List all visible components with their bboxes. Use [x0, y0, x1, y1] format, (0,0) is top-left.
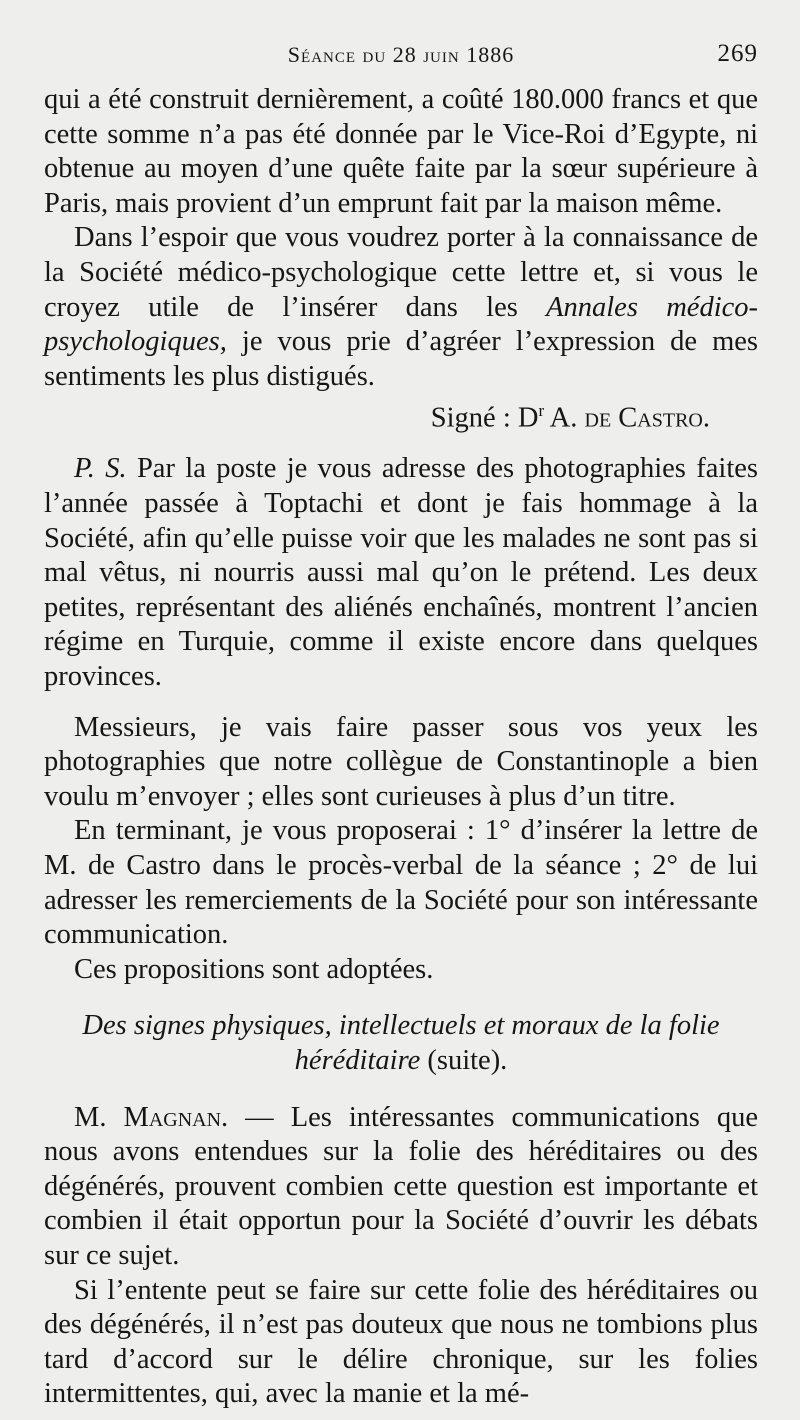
letter-paragraph-2-start: Dans l’espoir que vous voudrez porter à la connaissance de la Société médico-psychologique cette lettre et, si vous le croyez utile de l’insérer dans les [44, 222, 758, 323]
section-title-suffix: (suite). [420, 1044, 508, 1076]
running-head-day: 28 [392, 42, 417, 67]
page-number: 269 [717, 40, 758, 67]
running-head-word-seance: Séance [287, 42, 357, 67]
postscript-text: Par la poste je vous adresse des photographies faites l’année passée à Toptachi et dont je fais hommage à la Société, afin qu’elle puisse voir que les malades ne sont pas si mal vêtus, ni nourris aussi mal qu’on le prétend. Les deux petites, représentant des aliénés enchaînés, montrent l’ancien régime en Turquie, comme il existe encore dans quelques provinces. [44, 453, 758, 692]
discussion-paragraph-2: En terminant, je vous proposerai : 1° d’insérer la lettre de M. de Castro dans le procès-verbal de la séance ; 2° de lui adresser les remerciements de la Société pour son intéressante communication. [44, 815, 758, 951]
speaker-name: Magnan [123, 1101, 222, 1133]
letter-paragraph-2 [44, 221, 758, 394]
running-head-year: 1886 [466, 42, 515, 67]
speaker-prefix: M. [74, 1101, 124, 1133]
running-head [44, 36, 758, 74]
spacer [44, 1079, 758, 1101]
letter-signature [44, 394, 758, 436]
body-text [44, 83, 758, 1412]
magnan-paragraph-1-text: Les intéressantes communications que nous avons entendues sur la folie des héréditaires ou des dégénérés, prouvent combien cette question est importante et combien il était opportun pour la Société d’ouvrir les débats sur ce sujet. [44, 1101, 759, 1271]
discussion-paragraph-1: Messieurs, je vais faire passer sous vos yeux les photographies que notre collègue de Constantinople a bien voulu m’envoyer ; elles sont curieuses à plus d’un titre. [44, 711, 758, 812]
section-title-line-1: Des signes physiques, intellectuels et moraux de la folie [82, 1010, 720, 1042]
signature-sup: r [538, 401, 545, 421]
magnan-paragraph-2: Si l’entente peut se faire sur cette folie des héréditaires ou des dégénérés, il n’est pas douteux que nous ne tombions plus tard d’accord sur le délire chronique, sur les folies intermittentes, qui, avec la manie et la mé- [44, 1274, 758, 1410]
section-title [44, 1009, 758, 1078]
spacer [44, 436, 758, 452]
magnan-paragraph-1 [44, 1101, 758, 1274]
signature-prefix: Signé : D [430, 402, 539, 434]
spacer [44, 987, 758, 1009]
discussion-paragraph-3: Ces propositions sont adoptées. [74, 953, 434, 985]
speaker-separator: . — [221, 1101, 291, 1133]
section-title-line-2: héréditaire [294, 1044, 421, 1076]
journal-name: Annales médico-psychologiques, [44, 291, 759, 358]
postscript-paragraph [44, 452, 758, 694]
running-head-word-du: du [362, 42, 387, 67]
running-head-month: juin [423, 42, 460, 67]
letter-paragraph-2-end: je vous prie d’agréer l’expression de mes sentiments les plus distigués. [44, 326, 758, 392]
postscript-label: P. S. [74, 453, 127, 485]
spacer [44, 695, 758, 711]
running-head-title [44, 42, 758, 68]
letter-paragraph-1: qui a été construit dernièrement, a coûté 180.000 francs et que cette somme n’a pas été donnée par le Vice-Roi d’Egypte, ni obtenue au moyen d’une quête faite par la sœur supérieure à Paris, mais provient d’un emprunt fait par la maison même. [44, 84, 758, 219]
signature-name: A. de Castro. [544, 402, 710, 434]
